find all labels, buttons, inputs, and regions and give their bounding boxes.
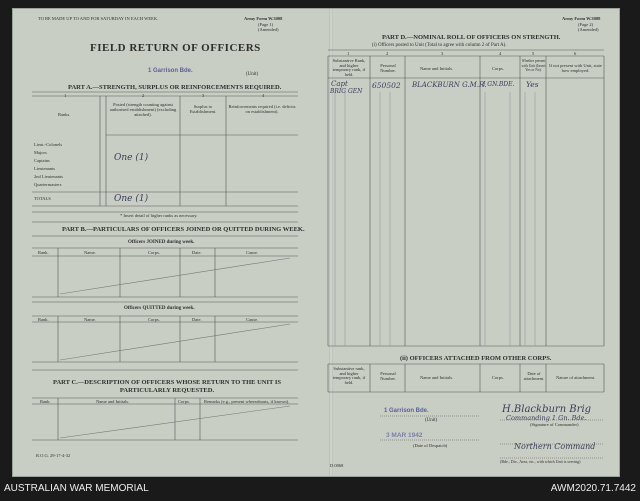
army-form-left: Army Form W.3008: [244, 16, 283, 21]
attached-head-date: Date of attachment.: [523, 371, 545, 381]
header-instruction: TO BE MADE UP TO AND FOR SATURDAY IN EACH WEEK.: [38, 16, 159, 21]
part-d-col-2: 2: [386, 51, 389, 56]
part-d-head-present: Whether present with Unit (Insert Yes or No).: [521, 59, 546, 73]
part-d-head-name: Name and Initials.: [420, 66, 454, 71]
part-c-col-corps: Corps.: [178, 399, 190, 404]
part-a-col-3: 3: [202, 93, 205, 98]
quitted-col-cause: Cause.: [246, 317, 259, 322]
commander-appointment: Commanding 1 Gn. Bde.: [506, 414, 587, 422]
ranks-header: Ranks.: [58, 112, 71, 117]
attached-head-rank: Substantive rank, and higher temporary rank, if held.: [332, 366, 366, 385]
part-a-col-4: 4: [262, 93, 265, 98]
part-d-col-5: 5: [532, 51, 535, 56]
part-d-title: PART D.—NOMINAL ROLL OF OFFICERS ON STRENGTH.: [382, 34, 561, 41]
footer-accession: AWM2020.71.7442: [550, 483, 636, 494]
date-label: (Date of Despatch): [413, 443, 448, 448]
part-d-head-corps: Corps.: [492, 66, 504, 71]
location-label: (Bde., Div., Area, etc., with which Unit is serving): [500, 459, 581, 464]
location-entry: Northern Command: [514, 442, 596, 451]
part-a-col-2: 2: [142, 93, 145, 98]
rank-2nd-lieutenants: 2nd Lieutenants: [34, 174, 63, 179]
rank-lt-colonels: Lieut.-Colonels: [34, 142, 63, 147]
part-a-col-1: 1: [64, 93, 67, 98]
unit-label: (Unit): [246, 72, 259, 77]
part-d-col-4: 4: [499, 51, 502, 56]
part-d-head-employed: If not present with Unit, state how employed.: [549, 63, 602, 73]
commander-signature: H.Blackburn Brig: [502, 404, 592, 415]
rank-quartermasters: Quartermasters: [34, 182, 62, 187]
part-d-col-1: 1: [347, 51, 350, 56]
part-c-col-name: Name and Initials.: [96, 399, 130, 404]
print-code-right: D.0068: [330, 463, 344, 468]
entry-name: BLACKBURN G.M.R.: [412, 81, 487, 89]
joined-title: Officers JOINED during week.: [128, 240, 195, 245]
part-d-col-3: 3: [441, 51, 444, 56]
joined-col-name: Name.: [84, 250, 96, 255]
attached-head-number: Personal Number.: [380, 371, 396, 381]
entry-present: Yes: [526, 80, 539, 89]
quitted-title: Officers QUITTED during week.: [124, 306, 195, 311]
entry-rank: Capt: [331, 80, 348, 88]
totals-label: TOTALS: [34, 196, 51, 201]
footer-bar: [0, 479, 640, 501]
army-form-right-page: (Page 2): [578, 22, 594, 27]
signature-label: (Signature of Commander): [530, 422, 579, 427]
attached-head-nature: Nature of attachment.: [556, 375, 596, 380]
captains-posted-entry: One (1): [114, 153, 149, 163]
joined-col-rank: Rank.: [38, 250, 49, 255]
signature-unit-label: (Unit): [425, 418, 438, 423]
rank-lieutenants: Lieutenants: [34, 166, 55, 171]
joined-col-cause: Cause.: [246, 250, 259, 255]
joined-col-date: Date.: [192, 250, 202, 255]
army-form-right-note: (Amended): [578, 27, 599, 32]
attached-head-corps: Corps.: [492, 375, 504, 380]
quitted-col-corps: Corps.: [148, 317, 160, 322]
quitted-col-date: Date.: [192, 317, 202, 322]
part-c-col-remarks: Remarks (e.g., present whereabouts, if known).: [204, 399, 290, 404]
unit-stamp: 1 Garrison Bde.: [148, 68, 193, 74]
print-code-left: R.O.G. 29-17-4-32: [36, 453, 71, 458]
army-form-left-page: (Page 1): [258, 22, 274, 27]
rank-majors: Majors: [34, 150, 47, 155]
entry-rank-higher: BRIG GEN: [330, 88, 363, 95]
attached-title: (ii) OFFICERS ATTACHED FROM OTHER CORPS.: [400, 355, 552, 362]
surplus-header: Surplus to Establishment.: [189, 104, 217, 114]
part-a-footnote: * Insert detail of higher ranks as necessary.: [120, 213, 198, 218]
signature-unit-stamp: 1 Garrison Bde.: [384, 408, 429, 414]
part-d-head-number: Personal Number.: [380, 63, 396, 73]
army-form-left-note: (Amended): [258, 27, 279, 32]
rank-captains: Captains: [34, 158, 50, 163]
reinforcements-header: Reinforcements required (i.e. deficits on establishment).: [228, 104, 296, 114]
part-a-title: PART A.—STRENGTH, SURPLUS OR REINFORCEMENTS REQUIRED.: [68, 84, 282, 91]
part-d-head-rank: Substantive Rank, and higher temporary rank, if held.: [332, 58, 366, 77]
posted-header: Posted (strength counting against authorised establishment) (excluding attached).: [109, 102, 177, 117]
joined-col-corps: Corps.: [148, 250, 160, 255]
part-b-title: PART B.—PARTICULARS OF OFFICERS JOINED OR QUITTED DURING WEEK.: [62, 226, 305, 233]
attached-head-name: Name and Initials.: [420, 375, 454, 380]
quitted-col-name: Name.: [84, 317, 96, 322]
totals-posted-entry: One (1): [114, 194, 149, 204]
army-form-right: Army Form W.3008: [562, 16, 601, 21]
part-c-col-rank: Rank.: [40, 399, 51, 404]
quitted-col-rank: Rank.: [38, 317, 49, 322]
part-d-col-6: 6: [574, 51, 577, 56]
entry-corps: I GN.BDE.: [483, 81, 515, 88]
entry-number: 650502: [372, 81, 401, 90]
page-title: FIELD RETURN OF OFFICERS: [90, 42, 261, 54]
date-stamp: 3 MAR 1942: [386, 432, 423, 439]
footer-institution: AUSTRALIAN WAR MEMORIAL: [4, 483, 149, 494]
part-c-title: PART C.—DESCRIPTION OF OFFICERS WHOSE RETURN TO THE UNIT IS PARTICULARLY REQUESTED.: [52, 379, 282, 394]
part-d-subtitle: (i) Officers posted to Unit (Total to agree with column 2 of Part A).: [372, 43, 507, 48]
